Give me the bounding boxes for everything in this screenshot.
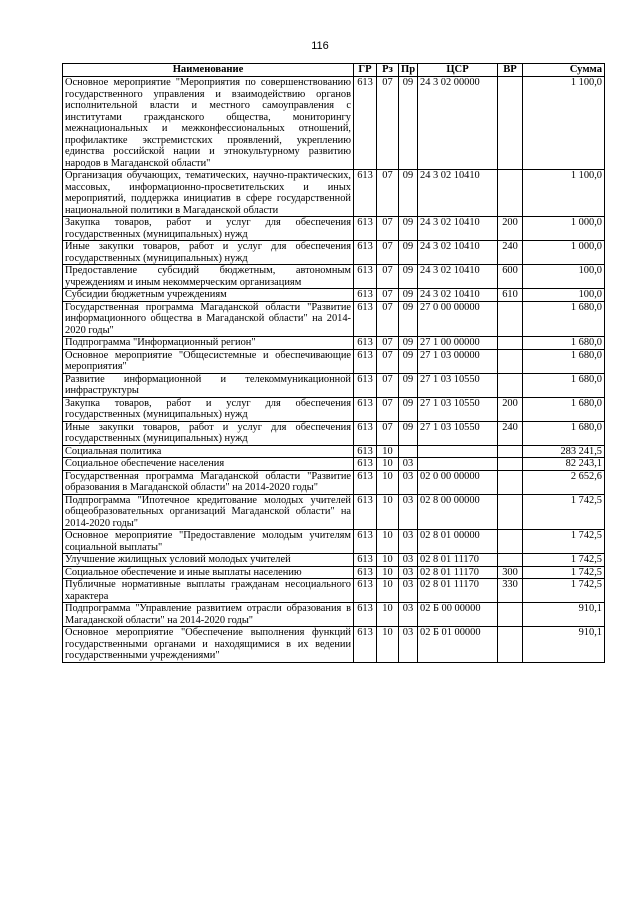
cell-gr: 613 bbox=[354, 603, 377, 627]
cell-pr: 09 bbox=[399, 170, 418, 217]
cell-pr: 09 bbox=[399, 373, 418, 397]
header-sum: Сумма bbox=[523, 64, 605, 77]
cell-gr: 613 bbox=[354, 627, 377, 663]
table-row bbox=[63, 170, 605, 217]
cell-csr: 27 1 00 00000 bbox=[418, 337, 498, 350]
cell-pr: 09 bbox=[399, 349, 418, 373]
cell-csr: 24 3 02 10410 bbox=[418, 217, 498, 241]
cell-gr: 613 bbox=[354, 470, 377, 494]
cell-rz: 07 bbox=[377, 397, 399, 421]
cell-sum: 100,0 bbox=[523, 289, 605, 302]
cell-csr: 24 3 02 00000 bbox=[418, 77, 498, 170]
cell-gr: 613 bbox=[354, 289, 377, 302]
cell-pr: 09 bbox=[399, 289, 418, 302]
cell-name: Развитие информационной и телекоммуникационной инфраструктуры bbox=[63, 373, 354, 397]
cell-csr: 24 3 02 10410 bbox=[418, 289, 498, 302]
cell-csr: 02 8 01 11170 bbox=[418, 579, 498, 603]
cell-vr: 200 bbox=[498, 397, 523, 421]
cell-csr: 27 1 03 00000 bbox=[418, 349, 498, 373]
cell-name: Государственная программа Магаданской области "Развитие образования в Магаданской области" на 2014-2020 годы" bbox=[63, 470, 354, 494]
cell-csr: 27 1 03 10550 bbox=[418, 397, 498, 421]
cell-vr bbox=[498, 627, 523, 663]
cell-rz: 10 bbox=[377, 445, 399, 458]
table-row bbox=[63, 301, 605, 337]
cell-sum: 1 680,0 bbox=[523, 421, 605, 445]
cell-csr: 02 Б 01 00000 bbox=[418, 627, 498, 663]
cell-vr bbox=[498, 349, 523, 373]
cell-pr: 03 bbox=[399, 530, 418, 554]
cell-vr: 330 bbox=[498, 579, 523, 603]
table-row bbox=[63, 627, 605, 663]
cell-vr bbox=[498, 170, 523, 217]
header-name: Наименование bbox=[63, 64, 354, 77]
table-row bbox=[63, 217, 605, 241]
cell-gr: 613 bbox=[354, 397, 377, 421]
budget-table bbox=[62, 63, 605, 663]
cell-name: Подпрограмма "Информационный регион" bbox=[63, 337, 354, 350]
header-csr: ЦСР bbox=[418, 64, 498, 77]
cell-pr: 03 bbox=[399, 470, 418, 494]
table-row bbox=[63, 470, 605, 494]
cell-csr bbox=[418, 445, 498, 458]
cell-pr: 03 bbox=[399, 494, 418, 530]
header-gr: ГР bbox=[354, 64, 377, 77]
cell-sum: 1 680,0 bbox=[523, 397, 605, 421]
cell-csr: 27 0 00 00000 bbox=[418, 301, 498, 337]
table-row bbox=[63, 421, 605, 445]
cell-rz: 10 bbox=[377, 530, 399, 554]
table-row bbox=[63, 603, 605, 627]
cell-pr: 09 bbox=[399, 77, 418, 170]
cell-sum: 910,1 bbox=[523, 603, 605, 627]
cell-rz: 07 bbox=[377, 349, 399, 373]
cell-name: Основное мероприятие "Мероприятия по совершенствованию государственного управления и взаимодействию органов исполнительной власти и местного самоуправления с институтами гражданского общества, мониторингу межнациональных и межконфессиональных отношений, профилактике экстремистских проявлений, укреплению единства российской нации и этнокультурному развитию народов в Магаданской области" bbox=[63, 77, 354, 170]
cell-pr: 03 bbox=[399, 554, 418, 567]
cell-name: Подпрограмма "Ипотечное кредитование молодых учителей общеобразовательных организаций Магаданской области" на 2014-2020 годы" bbox=[63, 494, 354, 530]
cell-rz: 10 bbox=[377, 603, 399, 627]
cell-vr bbox=[498, 77, 523, 170]
cell-rz: 10 bbox=[377, 470, 399, 494]
cell-gr: 613 bbox=[354, 421, 377, 445]
cell-gr: 613 bbox=[354, 373, 377, 397]
cell-pr: 09 bbox=[399, 265, 418, 289]
cell-gr: 613 bbox=[354, 458, 377, 471]
cell-sum: 1 000,0 bbox=[523, 217, 605, 241]
cell-name: Социальное обеспечение населения bbox=[63, 458, 354, 471]
cell-vr: 300 bbox=[498, 566, 523, 579]
cell-rz: 07 bbox=[377, 217, 399, 241]
cell-name: Улучшение жилищных условий молодых учителей bbox=[63, 554, 354, 567]
cell-rz: 07 bbox=[377, 289, 399, 302]
cell-pr: 09 bbox=[399, 397, 418, 421]
cell-gr: 613 bbox=[354, 217, 377, 241]
cell-csr: 02 8 00 00000 bbox=[418, 494, 498, 530]
cell-name: Основное мероприятие "Предоставление молодым учителям социальной выплаты" bbox=[63, 530, 354, 554]
cell-pr: 03 bbox=[399, 579, 418, 603]
cell-sum: 1 000,0 bbox=[523, 241, 605, 265]
cell-sum: 1 680,0 bbox=[523, 301, 605, 337]
cell-sum: 1 680,0 bbox=[523, 373, 605, 397]
cell-name: Социальное обеспечение и иные выплаты населению bbox=[63, 566, 354, 579]
cell-name: Иные закупки товаров, работ и услуг для обеспечения государственных (муниципальных) нужд bbox=[63, 421, 354, 445]
cell-sum: 283 241,5 bbox=[523, 445, 605, 458]
cell-csr: 02 8 01 11170 bbox=[418, 554, 498, 567]
cell-sum: 1 100,0 bbox=[523, 170, 605, 217]
cell-vr bbox=[498, 301, 523, 337]
table-row bbox=[63, 349, 605, 373]
table-row bbox=[63, 289, 605, 302]
cell-sum: 1 742,5 bbox=[523, 554, 605, 567]
cell-rz: 07 bbox=[377, 337, 399, 350]
cell-rz: 10 bbox=[377, 458, 399, 471]
cell-gr: 613 bbox=[354, 77, 377, 170]
table-row bbox=[63, 337, 605, 350]
cell-gr: 613 bbox=[354, 445, 377, 458]
cell-rz: 07 bbox=[377, 265, 399, 289]
cell-vr: 240 bbox=[498, 421, 523, 445]
cell-rz: 10 bbox=[377, 566, 399, 579]
cell-rz: 07 bbox=[377, 373, 399, 397]
cell-csr: 02 8 01 11170 bbox=[418, 566, 498, 579]
cell-rz: 07 bbox=[377, 241, 399, 265]
cell-rz: 10 bbox=[377, 494, 399, 530]
table-row bbox=[63, 397, 605, 421]
cell-pr bbox=[399, 445, 418, 458]
cell-gr: 613 bbox=[354, 554, 377, 567]
cell-gr: 613 bbox=[354, 579, 377, 603]
page-number: 116 bbox=[311, 40, 329, 52]
cell-csr: 24 3 02 10410 bbox=[418, 241, 498, 265]
cell-rz: 10 bbox=[377, 554, 399, 567]
cell-csr: 24 3 02 10410 bbox=[418, 265, 498, 289]
cell-gr: 613 bbox=[354, 337, 377, 350]
cell-rz: 07 bbox=[377, 421, 399, 445]
cell-vr bbox=[498, 470, 523, 494]
cell-name: Социальная политика bbox=[63, 445, 354, 458]
cell-csr: 27 1 03 10550 bbox=[418, 373, 498, 397]
cell-pr: 03 bbox=[399, 627, 418, 663]
cell-pr: 09 bbox=[399, 301, 418, 337]
cell-vr: 600 bbox=[498, 265, 523, 289]
cell-gr: 613 bbox=[354, 301, 377, 337]
table-row bbox=[63, 265, 605, 289]
cell-pr: 09 bbox=[399, 241, 418, 265]
cell-sum: 82 243,1 bbox=[523, 458, 605, 471]
cell-gr: 613 bbox=[354, 494, 377, 530]
cell-vr bbox=[498, 337, 523, 350]
cell-pr: 03 bbox=[399, 458, 418, 471]
cell-vr bbox=[498, 603, 523, 627]
table-row bbox=[63, 554, 605, 567]
cell-csr: 27 1 03 10550 bbox=[418, 421, 498, 445]
cell-vr: 240 bbox=[498, 241, 523, 265]
cell-name: Публичные нормативные выплаты гражданам несоциального характера bbox=[63, 579, 354, 603]
cell-sum: 1 680,0 bbox=[523, 349, 605, 373]
cell-gr: 613 bbox=[354, 566, 377, 579]
table-row bbox=[63, 494, 605, 530]
table-row bbox=[63, 77, 605, 170]
cell-sum: 1 742,5 bbox=[523, 566, 605, 579]
cell-vr: 610 bbox=[498, 289, 523, 302]
cell-rz: 10 bbox=[377, 627, 399, 663]
cell-name: Основное мероприятие "Общесистемные и обеспечивающие мероприятия" bbox=[63, 349, 354, 373]
table-row bbox=[63, 579, 605, 603]
header-pr: Пр bbox=[399, 64, 418, 77]
cell-name: Субсидии бюджетным учреждениям bbox=[63, 289, 354, 302]
cell-rz: 07 bbox=[377, 170, 399, 217]
cell-name: Иные закупки товаров, работ и услуг для обеспечения государственных (муниципальных) нужд bbox=[63, 241, 354, 265]
table-row bbox=[63, 373, 605, 397]
cell-rz: 07 bbox=[377, 301, 399, 337]
cell-vr: 200 bbox=[498, 217, 523, 241]
table-body bbox=[63, 77, 605, 663]
cell-name: Закупка товаров, работ и услуг для обеспечения государственных (муниципальных) нужд bbox=[63, 397, 354, 421]
cell-sum: 2 652,6 bbox=[523, 470, 605, 494]
cell-sum: 1 680,0 bbox=[523, 337, 605, 350]
table-row bbox=[63, 458, 605, 471]
cell-name: Основное мероприятие "Обеспечение выполнения функций государственными органами и находящимися в их ведении государственными учреждениями" bbox=[63, 627, 354, 663]
table-row bbox=[63, 566, 605, 579]
table-header-row bbox=[63, 64, 605, 77]
cell-sum: 1 100,0 bbox=[523, 77, 605, 170]
cell-vr bbox=[498, 494, 523, 530]
cell-pr: 09 bbox=[399, 421, 418, 445]
cell-vr bbox=[498, 445, 523, 458]
cell-name: Государственная программа Магаданской области "Развитие информационного общества в Магаданской области" на 2014-2020 годы" bbox=[63, 301, 354, 337]
cell-sum: 1 742,5 bbox=[523, 494, 605, 530]
cell-vr bbox=[498, 373, 523, 397]
table-row bbox=[63, 445, 605, 458]
cell-name: Организация обучающих, тематических, научно-практических, массовых, информационно-просветительских и иных мероприятий, поддержка инициатив в сфере государственной национальной политики в Магаданской области bbox=[63, 170, 354, 217]
cell-rz: 07 bbox=[377, 77, 399, 170]
cell-gr: 613 bbox=[354, 530, 377, 554]
cell-gr: 613 bbox=[354, 265, 377, 289]
cell-pr: 09 bbox=[399, 337, 418, 350]
cell-csr bbox=[418, 458, 498, 471]
table-row bbox=[63, 241, 605, 265]
header-rz: Рз bbox=[377, 64, 399, 77]
cell-gr: 613 bbox=[354, 349, 377, 373]
cell-vr bbox=[498, 458, 523, 471]
cell-csr: 24 3 02 10410 bbox=[418, 170, 498, 217]
cell-csr: 02 8 01 00000 bbox=[418, 530, 498, 554]
cell-name: Подпрограмма "Управление развитием отрасли образования в Магаданской области" на 2014-2020 годы" bbox=[63, 603, 354, 627]
cell-sum: 100,0 bbox=[523, 265, 605, 289]
cell-vr bbox=[498, 554, 523, 567]
cell-rz: 10 bbox=[377, 579, 399, 603]
cell-name: Предоставление субсидий бюджетным, автономным учреждениям и иным некоммерческим организациям bbox=[63, 265, 354, 289]
cell-pr: 03 bbox=[399, 603, 418, 627]
cell-name: Закупка товаров, работ и услуг для обеспечения государственных (муниципальных) нужд bbox=[63, 217, 354, 241]
table-row bbox=[63, 530, 605, 554]
cell-sum: 1 742,5 bbox=[523, 530, 605, 554]
cell-pr: 03 bbox=[399, 566, 418, 579]
header-vr: ВР bbox=[498, 64, 523, 77]
cell-csr: 02 Б 00 00000 bbox=[418, 603, 498, 627]
cell-sum: 1 742,5 bbox=[523, 579, 605, 603]
cell-gr: 613 bbox=[354, 170, 377, 217]
cell-csr: 02 0 00 00000 bbox=[418, 470, 498, 494]
cell-pr: 09 bbox=[399, 217, 418, 241]
cell-vr bbox=[498, 530, 523, 554]
cell-gr: 613 bbox=[354, 241, 377, 265]
cell-sum: 910,1 bbox=[523, 627, 605, 663]
